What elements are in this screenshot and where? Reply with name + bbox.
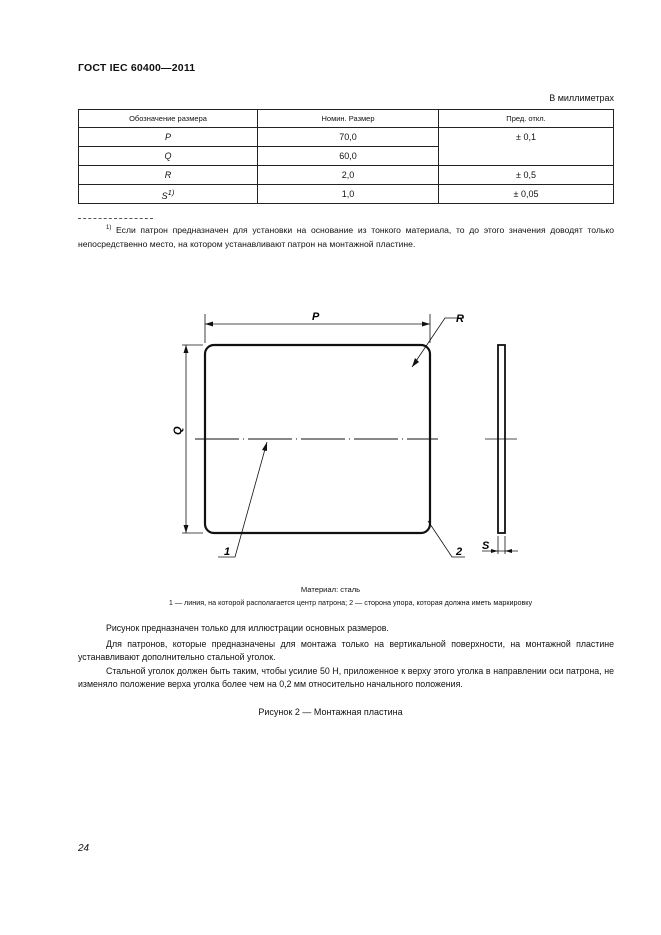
arrowhead <box>205 322 213 327</box>
table-row <box>79 128 614 147</box>
figure-legend: 1 — линия, на которой располагается центр патрона; 2 — сторона упора, которая должна иметь маркировку <box>168 598 533 607</box>
arrowhead <box>184 525 189 533</box>
arrowhead <box>412 358 419 367</box>
cell-nominal: 70,0 <box>258 128 439 147</box>
cell-symbol: P <box>79 128 258 147</box>
label-q: Q <box>172 426 184 435</box>
callout-2: 2 <box>456 546 463 558</box>
arrowhead <box>491 549 498 553</box>
footnote-ref: 1) <box>167 187 175 197</box>
label-s: S <box>482 540 490 552</box>
units-note: В миллиметрах <box>549 93 614 103</box>
table-row <box>79 185 614 204</box>
arrowhead <box>422 322 430 327</box>
footnote-marker: 1) <box>106 225 112 231</box>
page-number: 24 <box>78 843 90 854</box>
paragraph: Для патронов, которые предназначены для монтажа только на вертикальной поверхности, на монтажной пластине устанавливают дополнительно стальной уголок. <box>78 639 614 662</box>
cell-symbol: $S^{1)}$ <box>79 185 258 204</box>
paragraph: Стальной уголок должен быть таким, чтобы усилие 50 Н, приложенное к верху этого уголка в направлении оси патрона, не изменяло положение верха уголка более чем на 0,2 мм относительно начального положения. <box>78 666 614 689</box>
leader-1 <box>218 442 267 557</box>
document-id: ГОСТ IEC 60400—2011 <box>78 62 196 74</box>
cell-symbol: R <box>79 166 258 185</box>
footnote-text: Если патрон предназначен для установки на основание из тонкого материала, то до этого значения доводят только непосредственно место, на котором устанавливают патрон на монтажной пластине. <box>78 224 614 249</box>
arrowhead <box>262 442 267 451</box>
callout-1: 1 <box>224 546 231 558</box>
footnote-divider <box>78 218 153 219</box>
cell-tolerance: ± 0,1 <box>439 128 614 166</box>
arrowhead <box>505 549 512 553</box>
dimensions-table <box>78 109 614 204</box>
figure-material: Материал: сталь <box>300 585 361 594</box>
cell-nominal: 1,0 <box>258 185 439 204</box>
cell-nominal: 2,0 <box>258 166 439 185</box>
figure-title: Рисунок 2 — Монтажная пластина <box>258 707 403 717</box>
col-header-tolerance: Пред. откл. <box>439 110 614 128</box>
mounting-plate-drawing <box>160 300 530 570</box>
table-header-row <box>79 110 614 128</box>
leader-r <box>412 318 464 367</box>
table-row <box>79 166 614 185</box>
col-header-nominal: Номин. Размер <box>258 110 439 128</box>
footnote <box>78 221 614 251</box>
label-r: R <box>456 313 464 325</box>
cell-tolerance: ± 0,5 <box>439 166 614 185</box>
col-header-symbol: Обозначение размера <box>79 110 258 128</box>
paragraph: Рисунок предназначен только для иллюстрации основных размеров. <box>106 623 389 633</box>
cell-nominal: 60,0 <box>258 147 439 166</box>
cell-tolerance: ± 0,05 <box>439 185 614 204</box>
arrowhead <box>184 345 189 353</box>
cell-symbol: Q <box>79 147 258 166</box>
label-p: P <box>312 311 320 323</box>
